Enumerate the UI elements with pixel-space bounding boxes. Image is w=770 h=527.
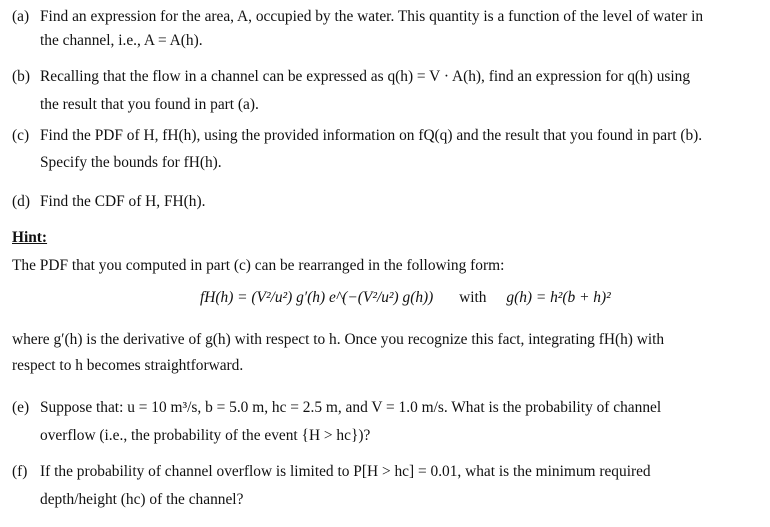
part-b-label: (b) xyxy=(12,68,30,85)
part-b-line2: the result that you found in part (a). xyxy=(40,96,259,113)
hint-after-line1: where g′(h) is the derivative of g(h) with respect to h. Once you recognize this fact, integrating fH(h) with xyxy=(12,331,665,348)
hint-formula-right: g(h) = h²(b + h)² xyxy=(506,289,611,306)
hint-intro: The PDF that you computed in part (c) can be rearranged in the following form: xyxy=(12,257,505,274)
hint-title: Hint: xyxy=(12,229,48,246)
part-e-line1: Suppose that: u = 10 m³/s, b = 5.0 m, hc = 2.5 m, and V = 1.0 m/s. What is the probability of channel xyxy=(40,399,662,416)
part-b-line1: Recalling that the flow in a channel can be expressed as q(h) = V · A(h), find an expression for q(h) using xyxy=(40,68,691,85)
hint-formula-with: with xyxy=(459,289,487,306)
part-a-line1: Find an expression for the area, A, occupied by the water. This quantity is a function of the level of water in xyxy=(40,8,704,25)
part-a-label: (a) xyxy=(12,8,30,25)
part-c-line1: Find the PDF of H, fH(h), using the provided information on fQ(q) and the result that you found in part (b). xyxy=(40,127,703,144)
part-a-line2: the channel, i.e., A = A(h). xyxy=(40,32,203,49)
part-e-label: (e) xyxy=(12,399,30,416)
part-d-label: (d) xyxy=(12,193,30,210)
hint-formula xyxy=(200,280,611,316)
part-c-label: (c) xyxy=(12,127,30,144)
part-c-line2: Specify the bounds for fH(h). xyxy=(40,154,222,171)
hint-after-line2: respect to h becomes straightforward. xyxy=(12,357,244,374)
part-d-line1: Find the CDF of H, FH(h). xyxy=(40,193,206,210)
hint-formula-left: fH(h) = (V²/u²) g′(h) e^(−(V²/u²) g(h)) xyxy=(200,289,434,306)
part-e-line2: overflow (i.e., the probability of the event {H > hc})? xyxy=(40,427,371,444)
part-f-line1: If the probability of channel overflow is limited to P[H > hc] = 0.01, what is the minimum required xyxy=(40,463,651,480)
part-f-label: (f) xyxy=(12,463,28,480)
part-f-line2: depth/height (hc) of the channel? xyxy=(40,491,244,508)
